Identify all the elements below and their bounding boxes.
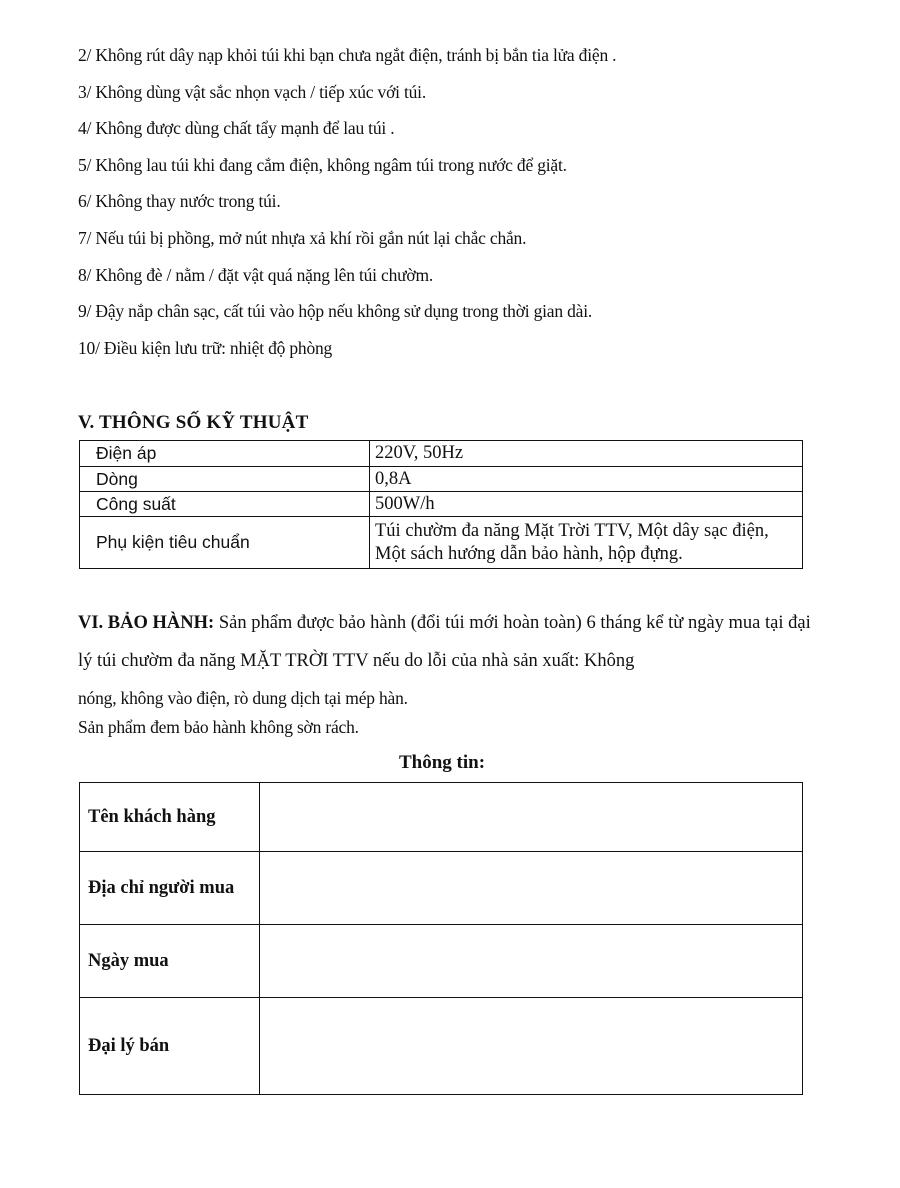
spec-label: Điện áp bbox=[80, 441, 370, 467]
table-row bbox=[80, 852, 803, 925]
warranty-note: Sản phẩm đem bảo hành không sờn rách. bbox=[78, 717, 359, 737]
table-row bbox=[80, 783, 803, 852]
customer-name-label: Tên khách hàng bbox=[80, 783, 260, 852]
table-row bbox=[80, 925, 803, 998]
spec-label: Công suất bbox=[80, 492, 370, 517]
dealer-label: Đại lý bán bbox=[80, 998, 260, 1095]
table-row bbox=[80, 467, 803, 492]
spec-label: Dòng bbox=[80, 467, 370, 492]
table-row bbox=[80, 517, 803, 569]
list-item: 6/ Không thay nước trong túi. bbox=[78, 191, 281, 212]
buyer-address-label: Địa chỉ người mua bbox=[80, 852, 260, 925]
customer-info-heading: Thông tin: bbox=[398, 752, 486, 773]
spec-value: Túi chườm đa năng Mặt Trời TTV, Một dây sạc điện, Một sách hướng dẫn bảo hành, hộp đựng. bbox=[370, 517, 803, 569]
table-row bbox=[80, 441, 803, 467]
purchase-date-field[interactable] bbox=[260, 925, 803, 998]
table-row bbox=[80, 998, 803, 1095]
spec-value: 0,8A bbox=[370, 467, 803, 492]
spec-label: Phụ kiện tiêu chuẩn bbox=[80, 517, 370, 569]
warranty-section bbox=[78, 605, 818, 718]
list-item: 8/ Không đè / nằm / đặt vật quá nặng lên túi chườm. bbox=[78, 264, 434, 285]
customer-info-table bbox=[79, 782, 803, 1095]
list-item: 3/ Không dùng vật sắc nhọn vạch / tiếp xúc với túi. bbox=[78, 81, 427, 102]
warranty-paragraph bbox=[78, 605, 818, 680]
spec-value: 500W/h bbox=[370, 492, 803, 517]
warranty-text: Sản phẩm được bảo hành (đổi túi mới hoàn toàn) 6 tháng kể từ ngày mua tại đại lý túi chườm đa năng MẶT TRỜI TTV nếu do lỗi của nhà sản xuất: Không bbox=[78, 613, 811, 671]
spec-value: 220V, 50Hz bbox=[370, 441, 803, 467]
warranty-conditions: nóng, không vào điện, rò dung dịch tại mép hàn. bbox=[78, 688, 408, 708]
warranty-heading: VI. BẢO HÀNH: bbox=[78, 613, 215, 633]
list-item: 10/ Điều kiện lưu trữ: nhiệt độ phòng bbox=[78, 337, 333, 358]
list-item: 7/ Nếu túi bị phồng, mở nút nhựa xả khí rồi gắn nút lại chắc chắn. bbox=[78, 227, 527, 248]
list-item: 9/ Đậy nắp chân sạc, cất túi vào hộp nếu không sử dụng trong thời gian dài. bbox=[78, 301, 593, 322]
buyer-address-field[interactable] bbox=[260, 852, 803, 925]
list-item: 2/ Không rút dây nạp khỏi túi khi bạn chưa ngắt điện, tránh bị bắn tia lửa điện . bbox=[78, 45, 617, 65]
purchase-date-label: Ngày mua bbox=[80, 925, 260, 998]
list-item: 5/ Không lau túi khi đang cắm điện, không ngâm túi trong nước để giặt. bbox=[78, 154, 567, 175]
table-row bbox=[80, 492, 803, 517]
customer-name-field[interactable] bbox=[260, 783, 803, 852]
specs-heading: V. THÔNG SỐ KỸ THUẬT bbox=[78, 412, 309, 433]
list-item: 4/ Không được dùng chất tẩy mạnh để lau túi . bbox=[78, 118, 395, 139]
dealer-field[interactable] bbox=[260, 998, 803, 1095]
usage-warnings-list bbox=[78, 44, 838, 373]
specs-table bbox=[79, 440, 803, 569]
